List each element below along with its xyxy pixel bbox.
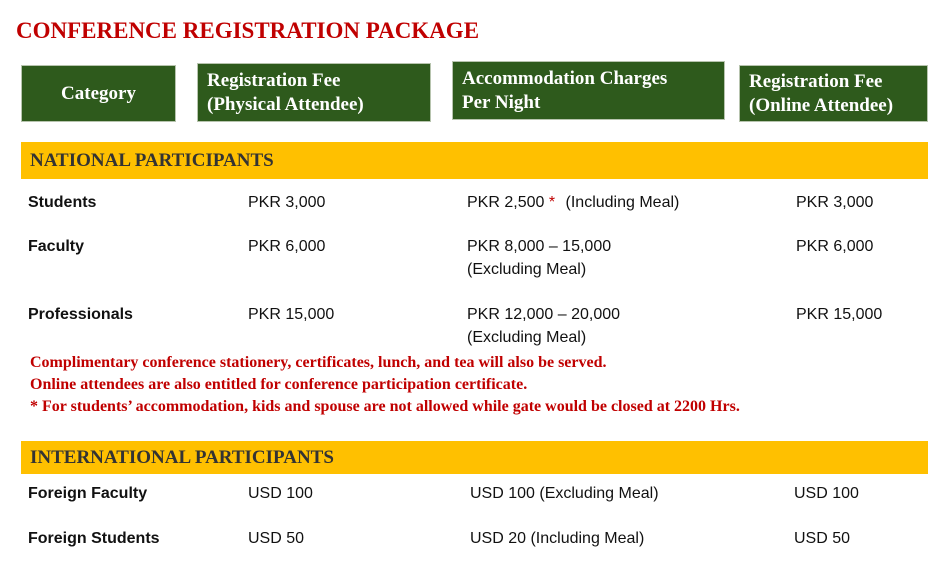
- row-professionals-category: Professionals: [28, 306, 133, 323]
- row-students-accommodation-note: (Including Meal): [565, 194, 680, 211]
- header-accommodation-label: Accommodation Charges Per Night: [462, 67, 668, 113]
- section-international: [21, 441, 928, 474]
- row-foreign-students-physical: USD 50: [248, 530, 305, 547]
- section-national-title: NATIONAL PARTICIPANTS: [30, 149, 274, 171]
- header-accommodation: [452, 61, 725, 120]
- header-category: [21, 65, 176, 122]
- row-foreign-faculty-category: Foreign Faculty: [28, 485, 148, 502]
- section-international-title: INTERNATIONAL PARTICIPANTS: [30, 446, 334, 468]
- row-foreign-students-online: USD 50: [794, 530, 851, 547]
- row-professionals-accommodation: [467, 303, 620, 349]
- row-professionals-accommodation-note: (Excluding Meal): [467, 329, 587, 346]
- header-category-label: Category: [61, 82, 136, 104]
- row-faculty-physical: PKR 6,000: [248, 238, 326, 255]
- note-student-accommodation: * For students’ accommodation, kids and spouse are not allowed while gate would be closed at 2200 Hrs.: [30, 398, 740, 415]
- row-students-physical: PKR 3,000: [248, 194, 326, 211]
- row-professionals-physical: PKR 15,000: [248, 306, 335, 323]
- row-foreign-faculty-physical: USD 100: [248, 485, 313, 502]
- row-students-online: PKR 3,000: [796, 194, 874, 211]
- row-students-accommodation-price: PKR 2,500: [467, 194, 545, 211]
- row-professionals-online: PKR 15,000: [796, 306, 883, 323]
- row-students-accommodation: [467, 191, 679, 214]
- row-faculty-category: Faculty: [28, 238, 85, 255]
- asterisk-marker: *: [548, 194, 556, 211]
- header-physical-fee: [197, 63, 431, 122]
- row-faculty-accommodation-price: PKR 8,000 – 15,000: [467, 238, 612, 255]
- section-national: [21, 142, 928, 179]
- note-complimentary: Complimentary conference stationery, certificates, lunch, and tea will also be served.: [30, 354, 607, 371]
- row-faculty-online: PKR 6,000: [796, 238, 874, 255]
- row-foreign-students-accommodation: USD 20 (Including Meal): [470, 530, 645, 547]
- header-physical-fee-label: Registration Fee (Physical Attendee): [207, 69, 364, 115]
- header-online-fee-label: Registration Fee (Online Attendee): [749, 70, 894, 116]
- row-foreign-students-category: Foreign Students: [28, 530, 160, 547]
- row-foreign-faculty-accommodation: USD 100 (Excluding Meal): [470, 485, 659, 502]
- note-online-certificate: Online attendees are also entitled for conference participation certificate.: [30, 376, 528, 393]
- row-students-category: Students: [28, 194, 97, 211]
- row-faculty-accommodation-note: (Excluding Meal): [467, 261, 587, 278]
- row-faculty-accommodation: [467, 235, 611, 281]
- header-online-fee: [739, 65, 928, 122]
- page-title: CONFERENCE REGISTRATION PACKAGE: [16, 18, 480, 43]
- row-professionals-accommodation-price: PKR 12,000 – 20,000: [467, 306, 621, 323]
- row-foreign-faculty-online: USD 100: [794, 485, 859, 502]
